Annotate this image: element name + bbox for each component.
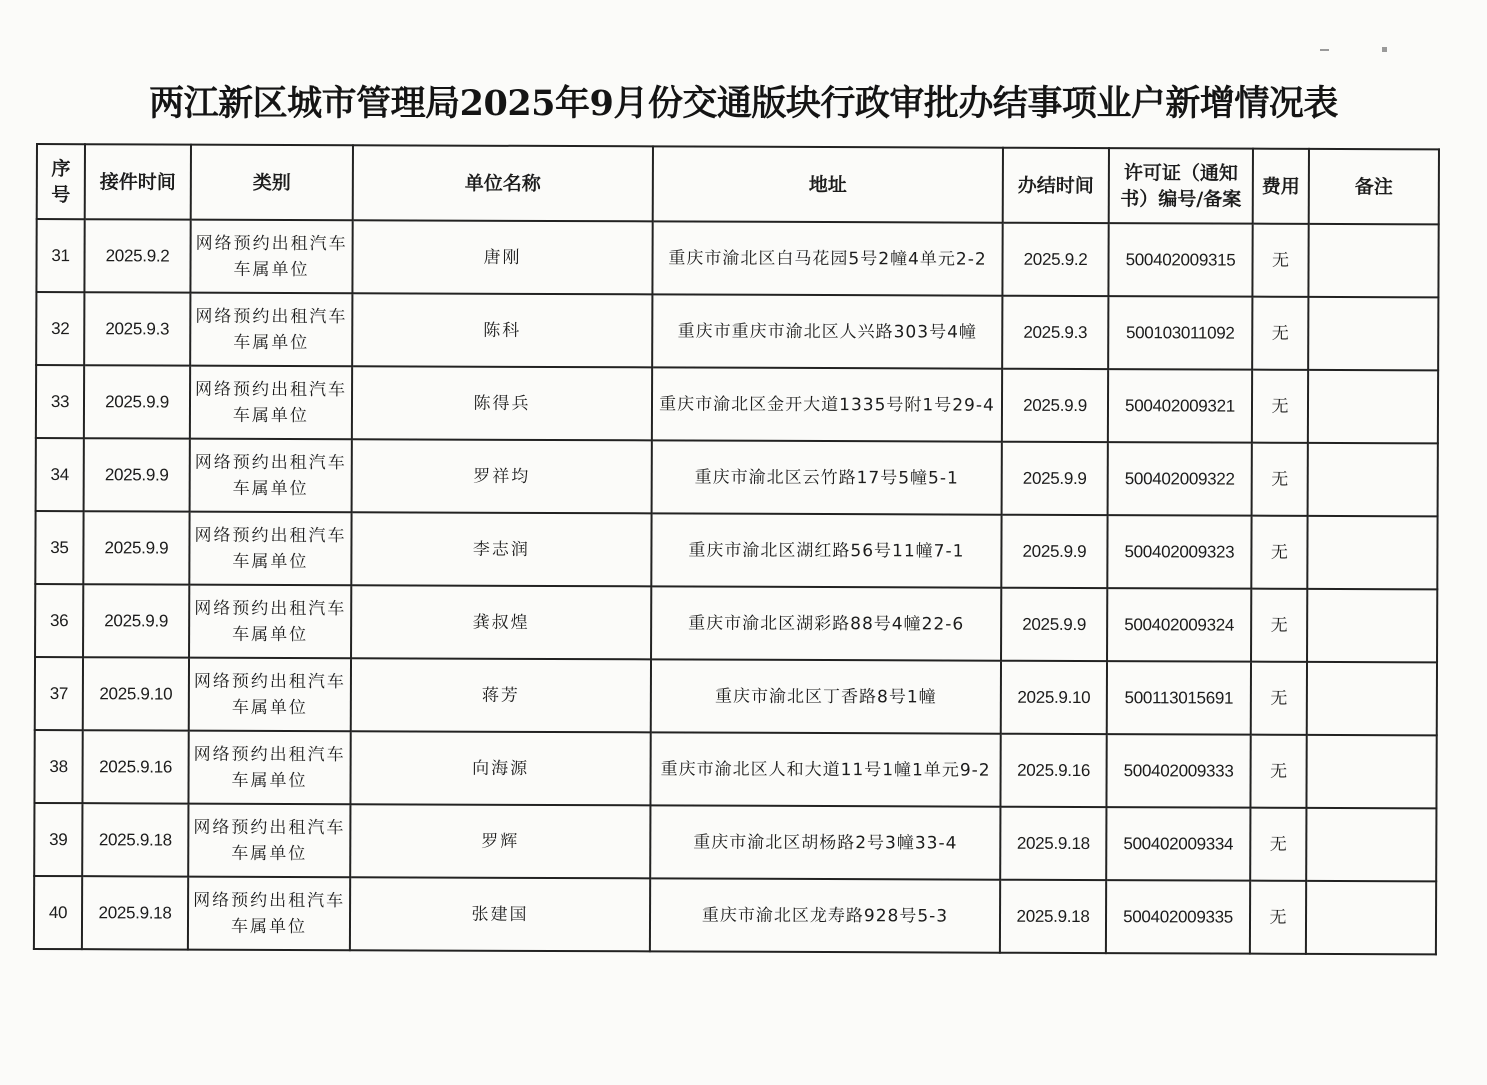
cell-category: 网络预约出租汽车车属单位 (188, 804, 350, 878)
cell-received-time: 2025.9.9 (83, 511, 189, 584)
cell-fee: 无 (1251, 589, 1307, 662)
cell-remarks (1307, 589, 1437, 662)
cell-received-time: 2025.9.18 (82, 876, 188, 949)
header-received-time: 接件时间 (85, 144, 191, 219)
cell-completed-time: 2025.9.16 (1000, 734, 1106, 807)
cell-address: 重庆市渝北区湖红路56号11幢7-1 (651, 513, 1001, 587)
cell-completed-time: 2025.9.18 (1000, 807, 1106, 880)
table-row (35, 584, 1437, 662)
cell-remarks (1308, 297, 1438, 370)
cell-unit-name: 陈科 (352, 293, 652, 367)
table-row (35, 657, 1437, 735)
cell-permit-number: 500103011092 (1108, 296, 1252, 370)
cell-remarks (1308, 370, 1438, 443)
table-row (36, 365, 1438, 443)
cell-seq: 34 (36, 438, 84, 511)
cell-remarks (1307, 516, 1437, 589)
cell-seq: 38 (34, 730, 82, 803)
header-fee: 费用 (1253, 149, 1309, 224)
cell-address: 重庆市渝北区胡杨路2号3幢33-4 (650, 805, 1000, 879)
cell-received-time: 2025.9.10 (83, 657, 189, 730)
header-seq: 序号 (37, 144, 85, 219)
cell-received-time: 2025.9.16 (82, 730, 188, 803)
table-row (36, 438, 1438, 516)
cell-seq: 40 (34, 876, 82, 949)
cell-unit-name: 龚叔煌 (351, 585, 651, 659)
cell-received-time: 2025.9.9 (84, 438, 190, 511)
cell-unit-name: 蒋芳 (351, 658, 651, 732)
cell-fee: 无 (1251, 662, 1307, 735)
cell-remarks (1307, 662, 1437, 735)
cell-address: 重庆市渝北区金开大道1335号附1号29-4 (652, 367, 1002, 441)
header-completed-time: 办结时间 (1003, 148, 1109, 223)
cell-remarks (1308, 443, 1438, 516)
cell-address: 重庆市渝北区人和大道11号1幢1单元9-2 (650, 732, 1000, 806)
cell-address: 重庆市渝北区白马花园5号2幢4单元2-2 (652, 221, 1002, 295)
cell-seq: 32 (36, 292, 84, 365)
cell-unit-name: 罗辉 (350, 804, 650, 878)
cell-completed-time: 2025.9.9 (1001, 588, 1107, 661)
cell-seq: 36 (35, 584, 83, 657)
cell-seq: 31 (36, 219, 84, 292)
cell-permit-number: 500402009321 (1108, 369, 1252, 443)
header-row (37, 144, 1439, 224)
table-row (35, 511, 1437, 589)
cell-remarks (1308, 224, 1438, 297)
cell-remarks (1306, 808, 1436, 881)
cell-permit-number: 500402009324 (1107, 588, 1251, 662)
cell-fee: 无 (1250, 735, 1306, 808)
cell-seq: 37 (35, 657, 83, 730)
table-row (34, 730, 1436, 808)
records-table (33, 143, 1440, 955)
table-body (34, 219, 1439, 954)
cell-received-time: 2025.9.2 (84, 219, 190, 292)
table-row (34, 803, 1436, 881)
header-remarks: 备注 (1309, 149, 1439, 224)
cell-address: 重庆市重庆市渝北区人兴路303号4幢 (652, 294, 1002, 368)
cell-category: 网络预约出租汽车车属单位 (190, 220, 352, 294)
cell-permit-number: 500402009334 (1106, 807, 1250, 881)
cell-category: 网络预约出租汽车车属单位 (188, 877, 350, 951)
header-permit-number: 许可证（通知书）编号/备案 (1109, 148, 1253, 224)
header-category: 类别 (191, 145, 353, 221)
cell-seq: 39 (34, 803, 82, 876)
cell-fee: 无 (1252, 443, 1308, 516)
cell-unit-name: 向海源 (350, 731, 650, 805)
cell-category: 网络预约出租汽车车属单位 (189, 512, 351, 586)
cell-remarks (1306, 735, 1436, 808)
header-unit-name: 单位名称 (353, 145, 653, 221)
cell-completed-time: 2025.9.9 (1002, 369, 1108, 442)
cell-permit-number: 500113015691 (1107, 661, 1251, 735)
cell-fee: 无 (1250, 881, 1306, 954)
cell-seq: 35 (35, 511, 83, 584)
cell-completed-time: 2025.9.3 (1002, 296, 1108, 369)
header-address: 地址 (653, 146, 1003, 222)
table-header (37, 144, 1439, 224)
table-row (36, 219, 1438, 297)
cell-unit-name: 陈得兵 (352, 366, 652, 440)
cell-unit-name: 唐刚 (352, 220, 652, 294)
cell-remarks (1306, 881, 1436, 954)
cell-completed-time: 2025.9.9 (1001, 515, 1107, 588)
cell-permit-number: 500402009315 (1108, 223, 1252, 297)
cell-permit-number: 500402009333 (1106, 734, 1250, 808)
cell-address: 重庆市渝北区龙寿路928号5-3 (650, 878, 1000, 952)
cell-received-time: 2025.9.9 (84, 365, 190, 438)
cell-completed-time: 2025.9.18 (1000, 880, 1106, 953)
cell-address: 重庆市渝北区湖彩路88号4幢22-6 (651, 586, 1001, 660)
scan-mark-right (1382, 47, 1387, 52)
cell-unit-name: 罗祥均 (352, 439, 652, 513)
cell-permit-number: 500402009322 (1108, 442, 1252, 516)
cell-completed-time: 2025.9.10 (1001, 661, 1107, 734)
cell-fee: 无 (1252, 370, 1308, 443)
cell-completed-time: 2025.9.2 (1002, 223, 1108, 296)
cell-category: 网络预约出租汽车车属单位 (190, 439, 352, 513)
cell-category: 网络预约出租汽车车属单位 (189, 658, 351, 732)
cell-category: 网络预约出租汽车车属单位 (190, 366, 352, 440)
cell-completed-time: 2025.9.9 (1002, 442, 1108, 515)
cell-permit-number: 500402009335 (1106, 880, 1250, 954)
cell-seq: 33 (36, 365, 84, 438)
cell-received-time: 2025.9.18 (82, 803, 188, 876)
cell-fee: 无 (1252, 297, 1308, 370)
cell-unit-name: 张建国 (350, 877, 650, 951)
cell-address: 重庆市渝北区丁香路8号1幢 (651, 659, 1001, 733)
cell-category: 网络预约出租汽车车属单位 (190, 293, 352, 367)
cell-received-time: 2025.9.3 (84, 292, 190, 365)
cell-received-time: 2025.9.9 (83, 584, 189, 657)
cell-fee: 无 (1252, 224, 1308, 297)
page-title: 两江新区城市管理局2025年9月份交通版块行政审批办结事项业户新增情况表 (149, 83, 1338, 124)
cell-category: 网络预约出租汽车车属单位 (188, 731, 350, 805)
scan-mark-left (1320, 49, 1329, 51)
table-row (36, 292, 1438, 370)
cell-fee: 无 (1250, 808, 1306, 881)
cell-category: 网络预约出租汽车车属单位 (189, 585, 351, 659)
cell-address: 重庆市渝北区云竹路17号5幢5-1 (652, 440, 1002, 514)
cell-permit-number: 500402009323 (1107, 515, 1251, 589)
cell-fee: 无 (1251, 516, 1307, 589)
cell-unit-name: 李志润 (351, 512, 651, 586)
table-row (34, 876, 1436, 954)
